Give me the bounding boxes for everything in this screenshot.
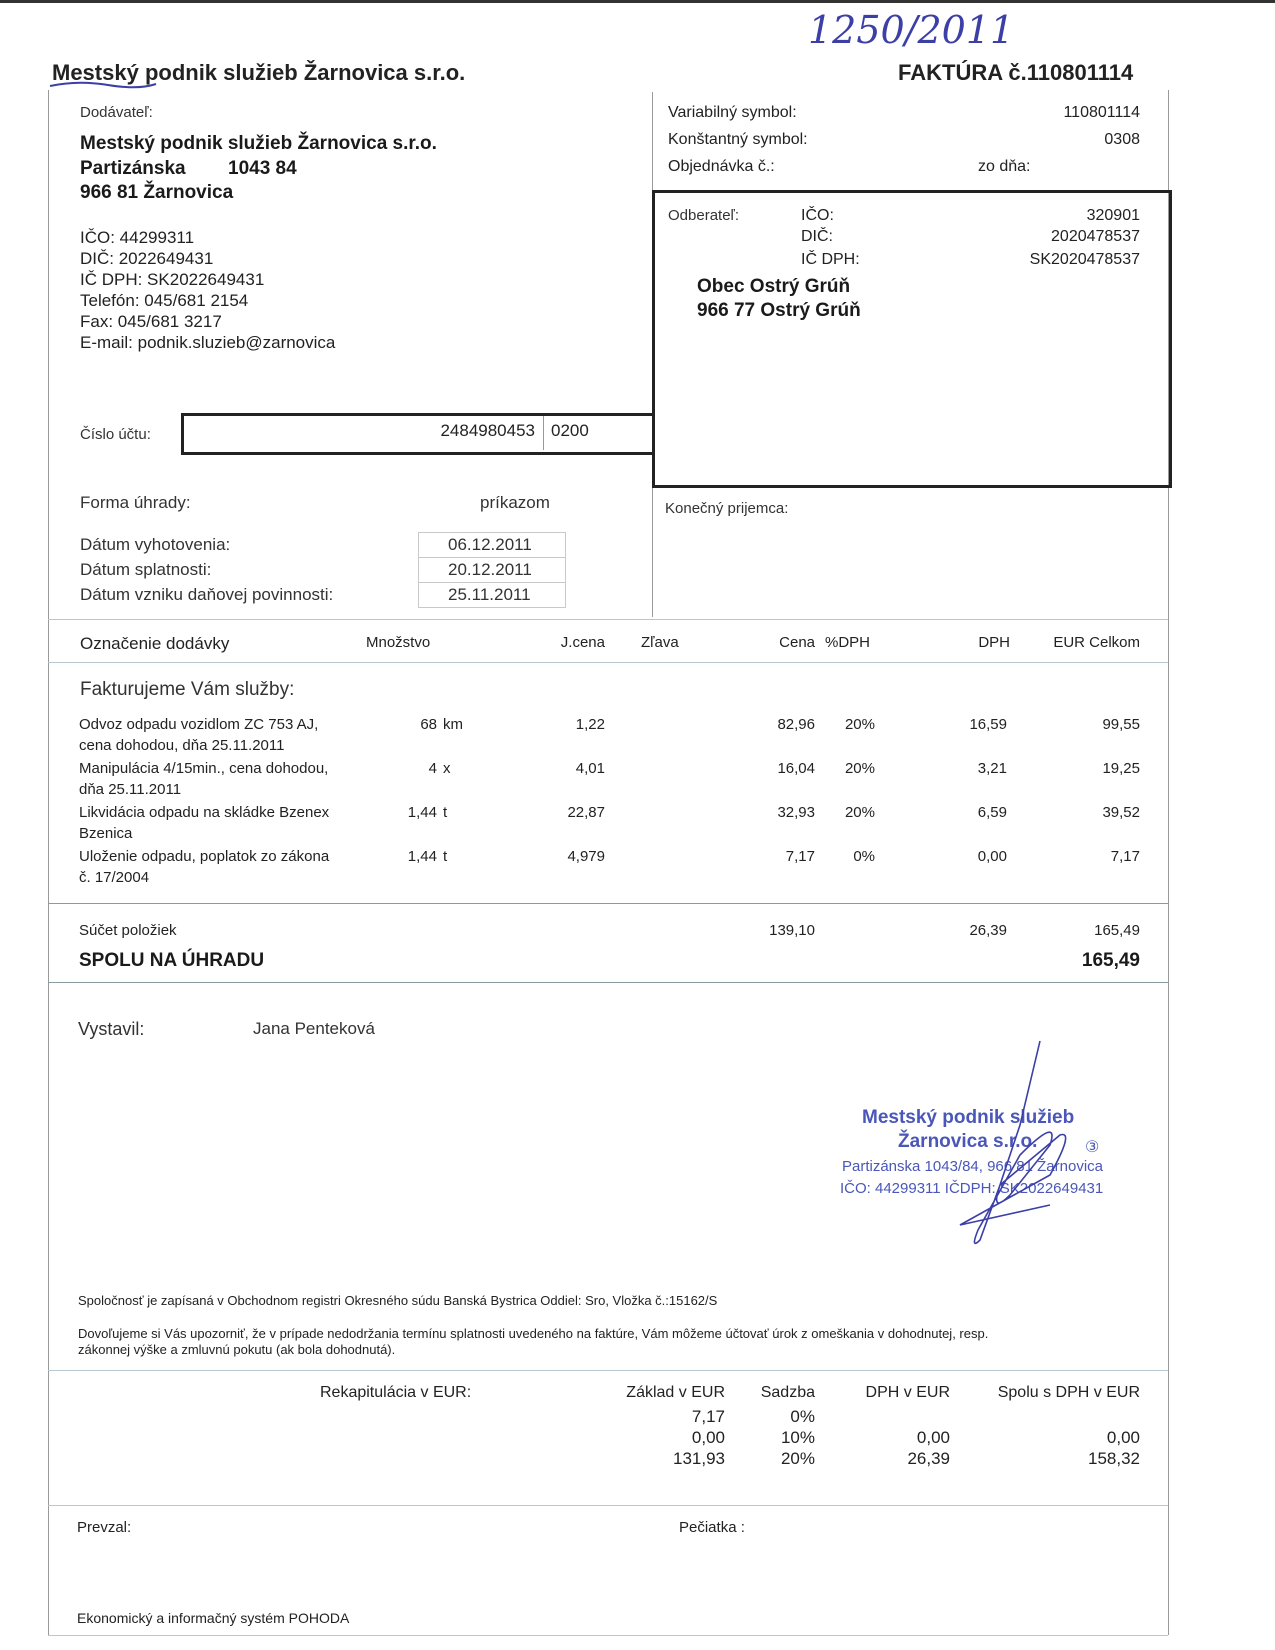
item-4-vat: 0,00: [977, 848, 1007, 865]
scan-top-edge: [0, 0, 1275, 3]
received-by-label: Prevzal:: [77, 1519, 132, 1536]
registry-note: Spoločnosť je zapísaná v Obchodnom registri Okresného súdu Banská Bystrica Oddiel: Sro, Vložka č.:15162/S: [78, 1293, 718, 1308]
item-1-price: 82,96: [777, 716, 815, 733]
totals-top-line: [48, 903, 1168, 904]
supplier-label: Dodávateľ:: [80, 104, 153, 121]
recap-row-2-rate: 10%: [780, 1428, 815, 1447]
item-3-price: 32,93: [777, 804, 815, 821]
col-header-discount: Zľava: [641, 634, 679, 651]
item-3-qty: 1,44: [407, 804, 437, 821]
supplier-street: Partizánska: [80, 158, 186, 179]
issue-date-value: 06.12.2011: [448, 535, 532, 554]
supplier-street-no: 1043 84: [228, 158, 297, 179]
items-header-line: [48, 662, 1168, 663]
item-4-unit-price: 4,979: [567, 848, 605, 865]
item-4-desc-line1: Uloženie odpadu, poplatok zo zákona: [79, 848, 330, 865]
item-4-desc-line2: č. 17/2004: [79, 869, 150, 886]
customer-label: Odberateľ:: [668, 207, 740, 224]
account-number: 2484980453: [440, 421, 535, 440]
stamp-field-label: Pečiatka :: [679, 1519, 745, 1536]
item-2-total: 19,25: [1102, 760, 1140, 777]
item-1-total: 99,55: [1102, 716, 1140, 733]
tax-date-value: 25.11.2011: [448, 585, 531, 604]
payment-form-label: Forma úhrady:: [80, 493, 191, 512]
customer-dic-label: DIČ:: [801, 228, 833, 245]
pay-total-value: 165,49: [1081, 950, 1140, 971]
item-2-unit: x: [443, 760, 451, 777]
variable-symbol-value: 110801114: [1063, 104, 1140, 121]
item-4-desc: [79, 846, 329, 888]
account-label: Číslo účtu:: [80, 426, 151, 443]
item-1-qty: 68: [420, 716, 437, 733]
customer-name: Obec Ostrý Grúň: [697, 276, 851, 297]
item-2-desc: [79, 758, 328, 800]
item-4-unit: t: [443, 848, 448, 865]
recap-header-vat: DPH v EUR: [865, 1384, 950, 1401]
item-3-unit-price: 22,87: [567, 804, 605, 821]
invoice-title: FAKTÚRA č.110801114: [898, 60, 1134, 85]
constant-symbol-value: 0308: [1104, 131, 1140, 148]
item-2-desc-line1: Manipulácia 4/15min., cena dohodou,: [79, 760, 329, 777]
col-header-vat-pct: %DPH: [825, 634, 871, 651]
customer-ico-label: IČO:: [801, 207, 834, 224]
recap-row-1-base: 7,17: [691, 1407, 725, 1426]
recap-row-3-total: 158,32: [1088, 1449, 1140, 1468]
item-4-vat-pct: 0%: [853, 848, 875, 865]
supplier-ico: IČO: 44299311: [80, 228, 195, 247]
stamp-line4: IČO: 44299311 IČDPH: SK2022649431: [840, 1180, 1104, 1197]
recap-top-line: [48, 1370, 1168, 1371]
recap-row-1-rate: 0%: [790, 1407, 815, 1426]
left-border-line: [48, 90, 49, 1635]
totals-bottom-line: [48, 982, 1168, 983]
recap-header-rate: Sadzba: [760, 1384, 815, 1401]
supplier-fax: Fax: 045/681 3217: [80, 312, 222, 331]
items-intro: Fakturujeme Vám služby:: [80, 679, 295, 700]
account-bank-code: 0200: [551, 421, 589, 440]
supplier-city: 966 81 Žarnovica: [80, 182, 234, 203]
issue-date-label: Dátum vyhotovenia:: [80, 535, 231, 554]
item-2-price: 16,04: [777, 760, 815, 777]
col-header-unit-price: J.cena: [560, 634, 605, 651]
pay-total-label: SPOLU NA ÚHRADU: [79, 950, 265, 971]
item-1-vat: 16,59: [969, 716, 1007, 733]
header-underline-scribble: [48, 78, 158, 92]
item-3-unit: t: [443, 804, 448, 821]
stamp-line1: Mestský podnik služieb: [862, 1107, 1075, 1128]
item-2-vat-pct: 20%: [844, 760, 875, 777]
item-3-desc: [79, 802, 329, 844]
page-bottom-line: [48, 1635, 1168, 1636]
supplier-icdph: IČ DPH: SK2022649431: [80, 270, 265, 289]
col-header-qty: Množstvo: [366, 634, 431, 651]
item-3-total: 39,52: [1102, 804, 1140, 821]
recap-bottom-line: [48, 1505, 1168, 1506]
issuer-name: Jana Penteková: [253, 1019, 375, 1038]
recap-label: Rekapitulácia v EUR:: [320, 1384, 472, 1401]
recap-header-base: Základ v EUR: [626, 1384, 725, 1401]
supplier-name: Mestský podnik služieb Žarnovica s.r.o.: [80, 133, 437, 154]
payment-notice-line1: Dovoľujeme si Vás upozorniť, že v prípade nedodržania termínu splatnosti uvedeného na faktúre, Vám môžeme účtovať úrok z omeškania v dohodnutej, resp.: [78, 1326, 989, 1341]
customer-ico-value: 320901: [1086, 207, 1140, 224]
col-header-total: EUR Celkom: [1053, 634, 1140, 651]
item-3-vat: 6,59: [977, 804, 1007, 821]
customer-dic-value: 2020478537: [1051, 228, 1140, 245]
payment-notice-line2: zákonnej výške a zmluvnú pokutu (ak bola dohodnutá).: [78, 1342, 396, 1357]
sum-total: 165,49: [1094, 922, 1140, 939]
due-date-label: Dátum splatnosti:: [80, 560, 212, 579]
account-separator: [543, 416, 544, 450]
item-4-qty: 1,44: [407, 848, 437, 865]
col-header-price: Cena: [779, 634, 815, 651]
item-1-unit-price: 1,22: [575, 716, 605, 733]
payment-form-value: príkazom: [480, 493, 550, 512]
customer-icdph-label: IČ DPH:: [801, 251, 860, 268]
recap-row-2-vat: 0,00: [916, 1428, 950, 1447]
item-4-price: 7,17: [785, 848, 815, 865]
order-number-label: Objednávka č.:: [668, 158, 775, 175]
item-2-desc-line2: dňa 25.11.2011: [79, 781, 182, 798]
supplier-email: E-mail: podnik.sluzieb@zarnovica: [80, 333, 336, 352]
header-company-name: Mestský podnik služieb Žarnovica s.r.o.: [52, 60, 466, 85]
recap-row-3-base: 131,93: [673, 1449, 725, 1468]
system-footer: Ekonomický a informačný systém POHODA: [77, 1610, 350, 1626]
issuer-label: Vystavil:: [78, 1019, 145, 1039]
order-date-label: zo dňa:: [978, 158, 1031, 175]
stamp-number: ③: [1085, 1139, 1100, 1156]
item-3-vat-pct: 20%: [844, 804, 875, 821]
item-3-desc-line1: Likvidácia odpadu na skládke Bzenex: [79, 804, 330, 821]
item-1-unit: km: [443, 716, 463, 733]
customer-city: 966 77 Ostrý Grúň: [697, 300, 861, 321]
recap-row-2-total: 0,00: [1106, 1428, 1140, 1447]
item-2-vat: 3,21: [977, 760, 1007, 777]
stamp-line2: Žarnovica s.r.o.: [898, 1131, 1038, 1152]
tax-date-label: Dátum vzniku daňovej povinnosti:: [80, 585, 334, 604]
customer-icdph-value: SK2020478537: [1029, 251, 1140, 268]
item-1-desc-line2: cena dohodou, dňa 25.11.2011: [79, 737, 285, 754]
item-1-desc: [79, 714, 318, 756]
variable-symbol-label: Variabilný symbol:: [668, 104, 797, 121]
signature-scribble: [900, 1035, 1100, 1255]
sum-vat: 26,39: [969, 922, 1007, 939]
item-4-total: 7,17: [1110, 848, 1140, 865]
col-header-vat: DPH: [978, 634, 1010, 651]
constant-symbol-label: Konštantný symbol:: [668, 131, 808, 148]
sum-label: Súčet položiek: [79, 922, 177, 939]
recap-header-total: Spolu s DPH v EUR: [997, 1384, 1140, 1401]
item-2-qty: 4: [428, 760, 437, 777]
sum-price: 139,10: [769, 922, 815, 939]
stamp-line3: Partizánska 1043/84, 966 81 Žarnovica: [842, 1158, 1103, 1175]
recap-row-3-vat: 26,39: [907, 1449, 950, 1468]
handwritten-reference: 1250/2011: [808, 8, 1015, 52]
due-date-value: 20.12.2011: [448, 560, 532, 579]
item-1-vat-pct: 20%: [844, 716, 875, 733]
supplier-phone: Telefón: 045/681 2154: [80, 291, 249, 310]
item-2-unit-price: 4,01: [575, 760, 605, 777]
recap-row-2-base: 0,00: [691, 1428, 725, 1447]
col-header-desc: Označenie dodávky: [80, 634, 230, 653]
items-top-line: [48, 619, 1168, 620]
item-3-desc-line2: Bzenica: [79, 825, 133, 842]
supplier-dic: DIČ: 2022649431: [80, 249, 214, 268]
recap-row-3-rate: 20%: [780, 1449, 815, 1468]
final-recipient-label: Konečný prijemca:: [665, 500, 789, 517]
item-1-desc-line1: Odvoz odpadu vozidlom ZC 753 AJ,: [79, 716, 319, 733]
